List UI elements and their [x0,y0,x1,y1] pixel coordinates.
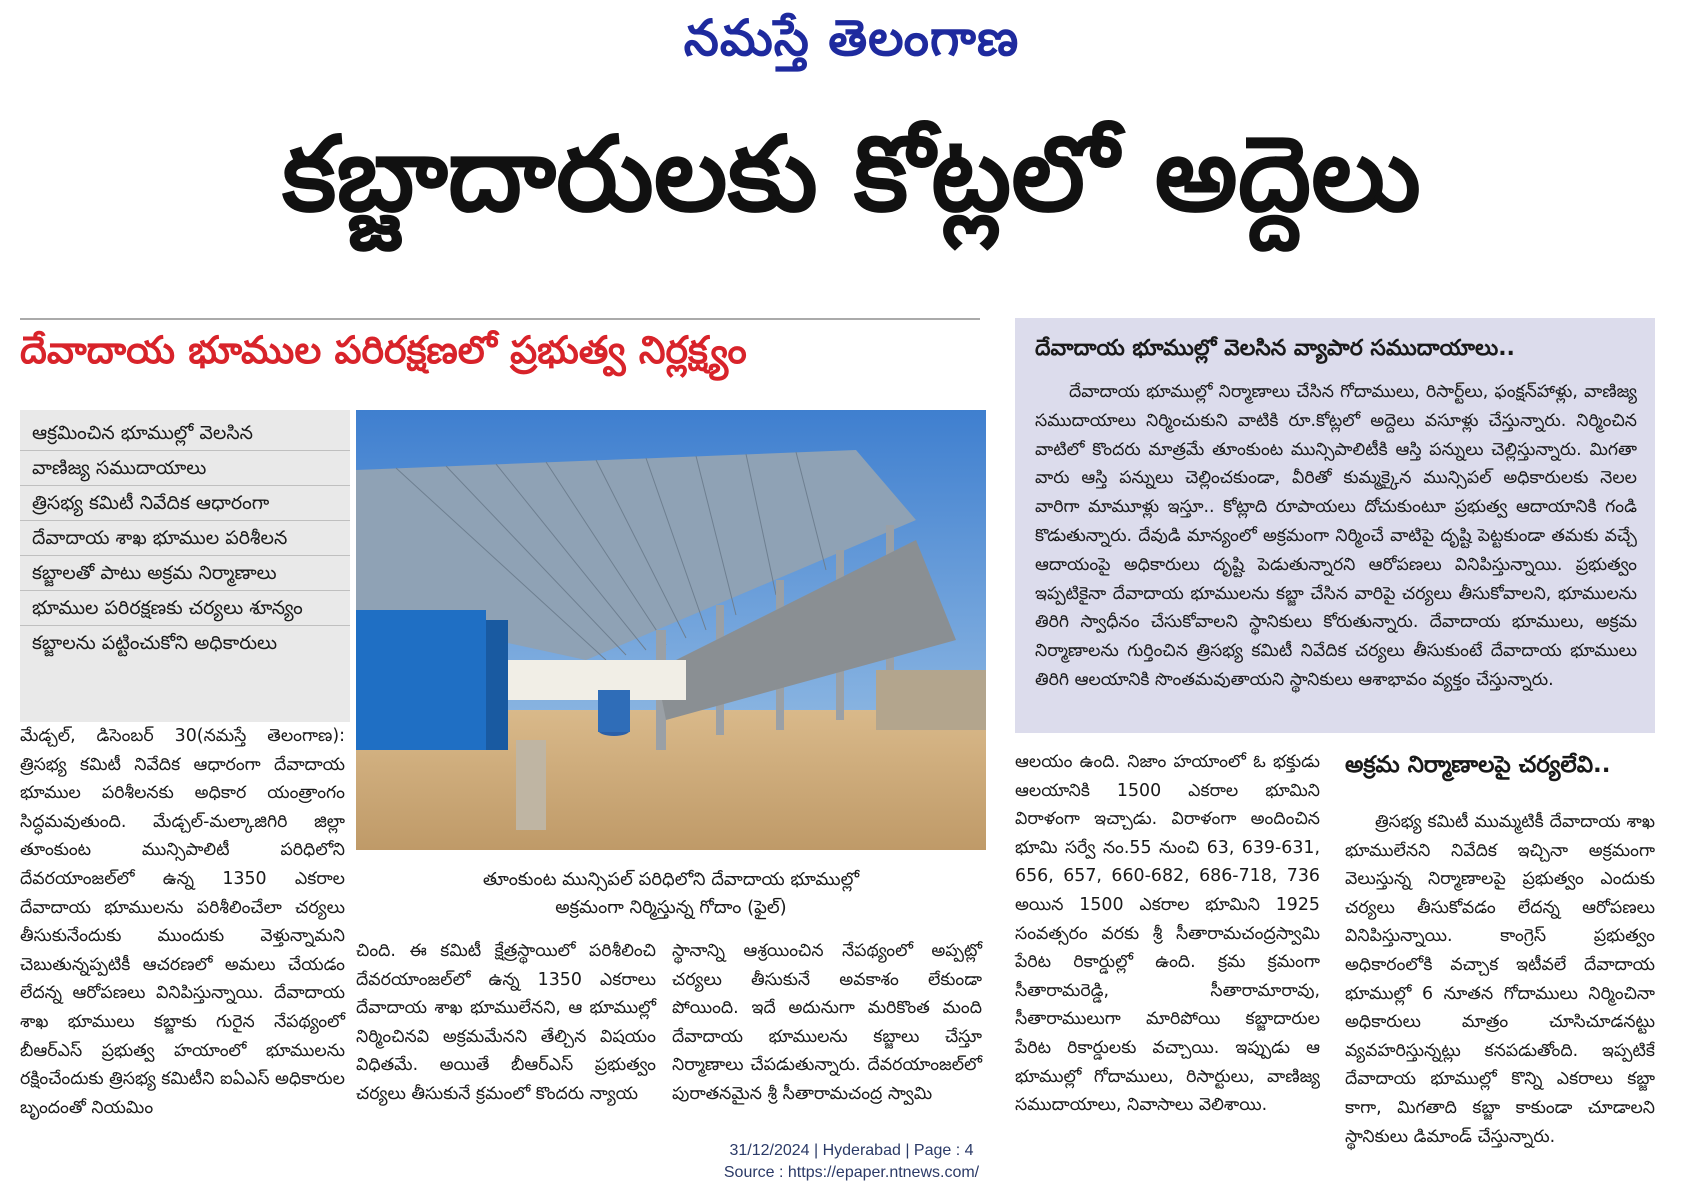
article-column-1 [20,722,345,1118]
paragraph: త్రిసభ్య కమిటీ ముమ్మటికీ దేవాదాయ శాఖ భూములేనని నివేదిక ఇచ్చినా అక్రమంగా వెలుస్తున్న నిర్మాణాలపై ప్రభుత్వం ఎందుకు చర్యలు తీసుకోవడం లేదన్న ఆరోపణలు వినిపిస్తున్నాయి. కాంగ్రెస్ ప్రభుత్వం అధికారంలోకి వచ్చాక ఇటీవలే దేవాదాయ భూముల్లో 6 నూతన గోదాములు నిర్మించినా అధికారులు మాత్రం చూసిచూడనట్టు వ్యవహరిస్తున్నట్లు కనపడుతోంది. ఇప్పటికే దేవాదాయ భూముల్లో కొన్ని ఎకరాలు కబ్జా కాగా, మిగతాది కబ్జా కాకుండా చూడాలని స్థానికులు డిమాండ్ చేస్తున్నారు. [1345,812,1655,1147]
headline: కబ్జాదారులకు కోట్లలో అద్దెలు [282,113,1421,235]
masthead-logo: నమస్తే తెలంగాణ [683,8,1020,67]
page-footer [0,1140,1703,1184]
warehouse-photo [356,410,986,850]
article-column-5 [1345,808,1655,1147]
section-heading: అక్రమ నిర్మాణాలపై చర్యలేవి.. [1345,752,1611,778]
sidebar-box [1015,318,1655,733]
paragraph: స్థానాన్ని ఆశ్రయించిన నేపథ్యంలో అప్పట్లో చర్యలు తీసుకునే అవకాశం లేకుండా పోయింది. ఇదే అదునుగా మరికొంత మంది దేవాదాయ భూములను కబ్జాలు చేస్తూ నిర్మాణాలు చేపడుతున్నారు. దేవరయాంజల్‌లో పురాతనమైన శ్రీ సీతారామచంద్ర స్వామి [672,941,982,1104]
highlight-item: ఆక్రమించిన భూముల్లో వెలసిన [20,416,350,451]
caption-line: తూంకుంట మున్సిపల్ పరిధిలోని దేవాదాయ భూముల్లో [482,869,860,890]
highlight-item: త్రిసభ్య కమిటీ నివేదిక ఆధారంగా [20,486,350,521]
paragraph: ఆలయం ఉంది. నిజాం హయాంలో ఓ భక్తుడు ఆలయానికి 1500 ఎకరాల భూమిని విరాళంగా ఇచ్చాడు. విరాళంగా అందించిన భూమి సర్వే నం.55 నుంచి 63, 639-631, 656, 657, 660-682, 686-718, 736 అయిన 1500 ఎకరాల భూమిని 1925 సంవత్సరం వరకు శ్రీ సీతారామచంద్రస్వామి పేరిట రికార్డుల్లో ఉంది. క్రమ క్రమంగా సీతారామరెడ్డి, సీతారామారావు, సీతారాములుగా మారిపోయి కబ్జాదారుల పేరిట రికార్డులకు వచ్చాయి. ఇప్పుడు ఆ భూముల్లో గోదాములు, రిసార్టులు, వాణిజ్య సముదాయాలు, నివాసాలు వెలిశాయి. [1015,752,1320,1116]
highlight-item: దేవాదాయ శాఖ భూముల పరిశీలన [20,521,350,556]
paragraph: మేడ్చల్, డిసెంబర్ 30(నమస్తే తెలంగాణ): త్రిసభ్య కమిటీ నివేదిక ఆధారంగా దేవాదాయ భూముల పరిశీలనకు అధికార యంత్రాంగం సిద్ధమవుతుంది. మేడ్చల్-మల్కాజిగిరి జిల్లా తూంకుంట మున్సిపాలిటీ పరిధిలోని దేవరయాంజల్‌లో ఉన్న 1350 ఎకరాల దేవాదాయ భూములను పరిశీలించేలా చర్యలు తీసుకునేందుకు ముందుకు వెళ్తున్నామని చెబుతున్నప్పటికీ ఆచరణలో అమలు చేయడం లేదన్న ఆరోపణలు వినిపిస్తున్నాయి. దేవాదాయ శాఖ భూములు కబ్జాకు గురైన నేపథ్యంలో బీఆర్‌ఎస్ ప్రభుత్వ హయాంలో భూములను రక్షించేందుకు త్రిసభ్య కమిటీని ఐఏఎస్ అధికారుల బృందంతో నియమిం [20,726,345,1118]
highlight-item: భూముల పరిరక్షణకు చర్యలు శూన్యం [20,591,350,626]
article-column-3 [672,937,982,1112]
sidebar-box-body: దేవాదాయ భూముల్లో నిర్మాణాలు చేసిన గోదాములు, రిసార్ట్‌లు, ఫంక్షన్‌హాళ్లు, వాణిజ్య సముదాయాలు నిర్మించుకుని వాటికి రూ.కోట్లలో అద్దెలు వసూళ్లు చేస్తున్నారు. నిర్మించిన వాటిలో కొందరు మాత్రమే తూంకుంట మున్సిపాలిటీకి ఆస్తి పన్నులు చెల్లిస్తున్నారు. మిగతా వారు ఆస్తి పన్నులు చెల్లించకుండా, వీరితో కుమ్మక్కైన మున్సిపల్ అధికారులకు నెలల వారిగా మామూళ్లు ఇస్తూ.. కోట్లాది రూపాయలు దోచుకుంటూ ప్రభుత్వ ఆదాయానికి గండి కొడుతున్నారు. దేవుడి మాన్యంలో అక్రమంగా నిర్మించే వాటిపై దృష్టి పెట్టకుండా తమకు వచ్చే ఆదాయంపై అధికారులు దృష్టి పెడుతున్నారని ఆరోపణలు వినిపిస్తున్నాయి. ప్రభుత్వం ఇప్పటికైనా దేవాదాయ భూములను కబ్జా చేసిన వారిపై చర్యలు తీసుకోవాలని, భూములను తిరిగి స్వాధీనం చేసుకోవాలని స్థానికులు కోరుతున్నారు. దేవాదాయ భూములు, అక్రమ నిర్మాణాలను గుర్తించిన త్రిసభ్య కమిటీ నివేదిక చర్యలు తీసుకుంటే దేవాదాయ భూములు తిరిగి ఆలయానికి సొంతమవుతాయని స్థానికులు ఆశాభావం వ్యక్తం చేస్తున్నారు. [1035,382,1637,690]
paragraph: చింది. ఈ కమిటీ క్షేత్రస్థాయిలో పరిశీలించి దేవరయాంజల్‌లో ఉన్న 1350 ఎకరాలు దేవాదాయ శాఖ భూములేనని, ఆ భూముల్లో నిర్మించినవి అక్రమమేనని తేల్చిన విషయం విధితమే. అయితే బీఆర్‌ఎస్ ప్రభుత్వం చర్యలు తీసుకునే క్రమంలో కొందరు న్యాయ [356,941,656,1104]
footer-date-line: 31/12/2024 | Hyderabad | Page : 4 [729,1142,974,1159]
sidebar-box-title: దేవాదాయ భూముల్లో వెలసిన వ్యాపార సముదాయాలు.. [1035,336,1515,361]
highlights-box [20,410,350,722]
caption-line: అక్రమంగా నిర్మిస్తున్న గోదాం (ఫైల్) [555,897,787,918]
highlight-item: కబ్జాలను పట్టించుకోని అధికారులు [32,632,278,654]
photo-caption [356,866,986,922]
highlight-item: కబ్జాలతో పాటు అక్రమ నిర్మాణాలు [20,556,350,591]
subheadline: దేవాదాయ భూముల పరిరక్షణలో ప్రభుత్వ నిర్లక్ష్యం [20,318,980,382]
article-column-4 [1015,748,1320,1116]
article-column-2 [356,937,656,1112]
footer-source-link[interactable]: Source : https://epaper.ntnews.com/ [723,1164,980,1181]
highlight-item: వాణిజ్య సముదాయాలు [20,451,350,486]
